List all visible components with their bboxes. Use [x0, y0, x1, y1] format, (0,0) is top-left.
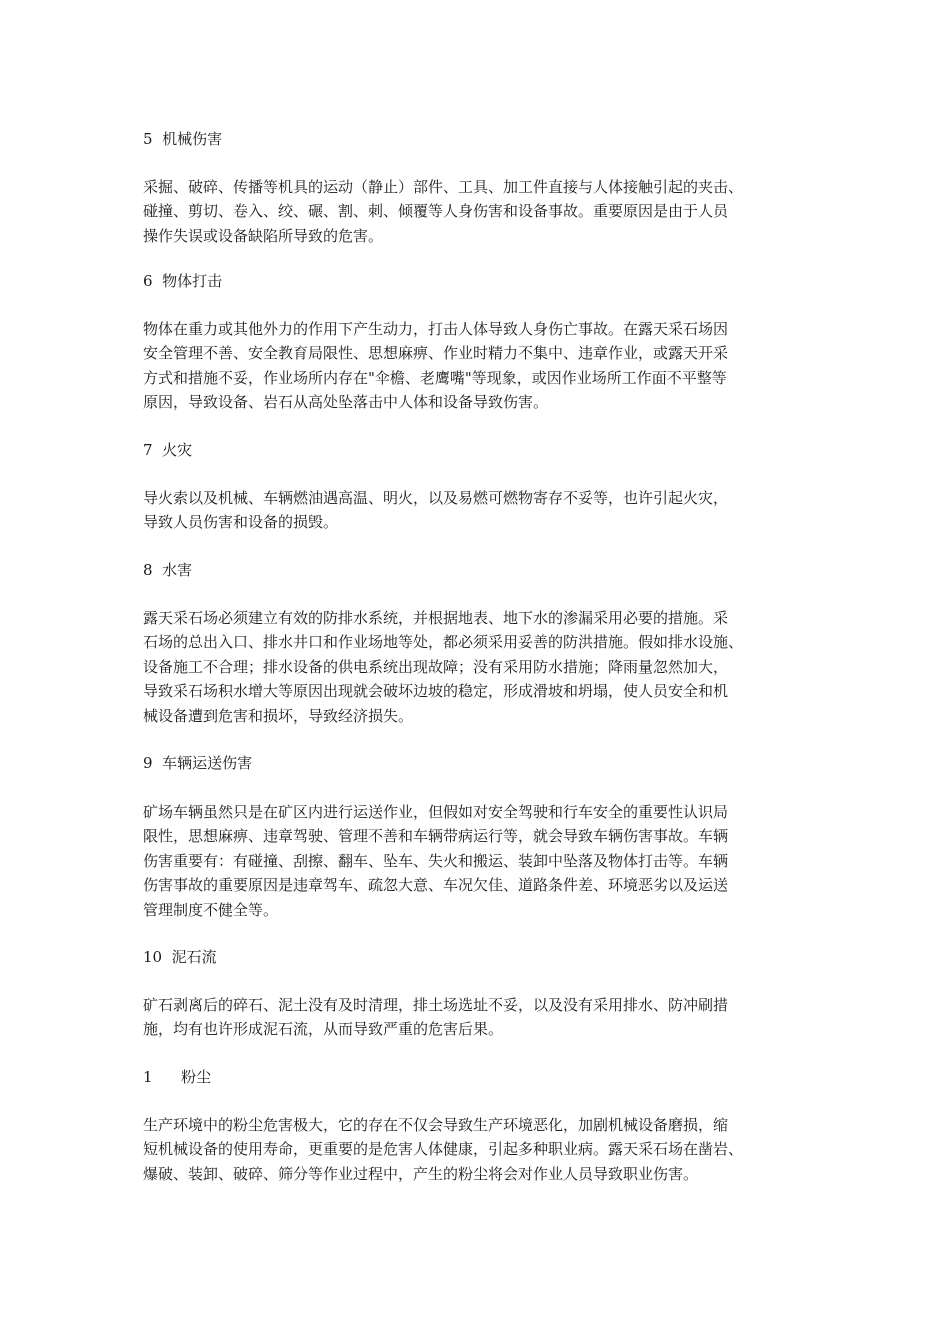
- section-heading: 8 水害: [143, 561, 193, 579]
- section-paragraph: [143, 317, 728, 415]
- paragraph-line: 露天采石场必须建立有效的防排水系统，并根据地表、地下水的渗漏采用必要的措施。采: [143, 609, 729, 627]
- paragraph-line: 施，均有也许形成泥石流，从而导致严重的危害后果。: [143, 1020, 504, 1039]
- paragraph-line: 石场的总出入口、排水井口和作业场地等处，都必须采用妥善的防洪措施。假如排水设施、: [143, 633, 744, 652]
- section-paragraph: [143, 175, 743, 248]
- section-heading: 10 泥石流: [143, 948, 217, 966]
- paragraph-line: 原因，导致设备、岩石从高处坠落击中人体和设备导致伤害。: [143, 393, 549, 412]
- paragraph-line: 生产环境中的粉尘危害极大，它的存在不仅会导致生产环境恶化，加剧机械设备磨损，缩: [143, 1116, 729, 1134]
- paragraph-line: 限性，思想麻痹、违章驾驶、管理不善和车辆带病运行等，就会导致车辆伤害事故。车辆: [143, 827, 729, 846]
- paragraph-line: 伤害事故的重要原因是违章驾车、疏忽大意、车况欠佳、道路条件差、环境恶劣以及运送: [143, 876, 729, 895]
- paragraph-line: 碰撞、剪切、卷入、绞、碾、割、刺、倾覆等人身伤害和设备事故。重要原因是由于人员: [143, 202, 729, 221]
- paragraph-line: 物体在重力或其他外力的作用下产生动力，打击人体导致人身伤亡事故。在露天采石场因: [143, 320, 729, 338]
- section-paragraph: [143, 993, 728, 1042]
- paragraph-line: 设备施工不合理；排水设备的供电系统出现故障；没有采用防水措施；降雨量忽然加大，: [143, 657, 729, 676]
- paragraph-line: 采掘、破碎、传播等机具的运动（静止）部件、工具、加工件直接与人体接触引起的夹击、: [143, 178, 744, 196]
- section-heading: 9 车辆运送伤害: [143, 754, 253, 772]
- paragraph-line: 矿场车辆虽然只是在矿区内进行运送作业，但假如对安全驾驶和行车安全的重要性认识局: [143, 803, 729, 821]
- paragraph-line: 械设备遭到危害和损坏，导致经济损失。: [143, 706, 414, 725]
- paragraph-line: 安全管理不善、安全教育局限性、思想麻痹、作业时精力不集中、违章作业，或露天开采: [143, 344, 729, 363]
- paragraph-line: 方式和措施不妥，作业场所内存在"伞檐、老鹰嘴"等现象，或因作业场所工作面不平整等: [143, 368, 727, 387]
- paragraph-line: 导致人员伤害和设备的损毁。: [143, 513, 339, 532]
- section-heading: 1 粉尘: [143, 1068, 212, 1086]
- section-paragraph: [143, 606, 743, 728]
- paragraph-line: 爆破、装卸、破碎、筛分等作业过程中，产生的粉尘将会对作业人员导致职业伤害。: [143, 1164, 699, 1183]
- paragraph-line: 导致采石场积水增大等原因出现就会破坏边坡的稳定，形成滑坡和坍塌，使人员安全和机: [143, 682, 729, 701]
- paragraph-line: 操作失误或设备缺陷所导致的危害。: [143, 226, 384, 245]
- paragraph-line: 短机械设备的使用寿命，更重要的是危害人体健康，引起多种职业病。露天采石场在凿岩、: [143, 1140, 744, 1159]
- paragraph-line: 伤害重要有：有碰撞、刮擦、翻车、坠车、失火和搬运、装卸中坠落及物体打击等。车辆: [143, 851, 729, 870]
- section-heading: 5 机械伤害: [143, 130, 223, 148]
- section-paragraph: [143, 486, 728, 535]
- paragraph-line: 导火索以及机械、车辆燃油遇高温、明火，以及易燃可燃物寄存不妥等，也许引起火灾，: [143, 489, 729, 507]
- paragraph-line: 管理制度不健全等。: [143, 900, 279, 919]
- section-heading: 7 火灾: [143, 441, 193, 459]
- section-heading: 6 物体打击: [143, 272, 223, 290]
- section-paragraph: [143, 1113, 743, 1186]
- section-paragraph: [143, 800, 728, 922]
- paragraph-line: 矿石剥离后的碎石、泥土没有及时清理，排土场选址不妥，以及没有采用排水、防冲刷措: [143, 996, 729, 1014]
